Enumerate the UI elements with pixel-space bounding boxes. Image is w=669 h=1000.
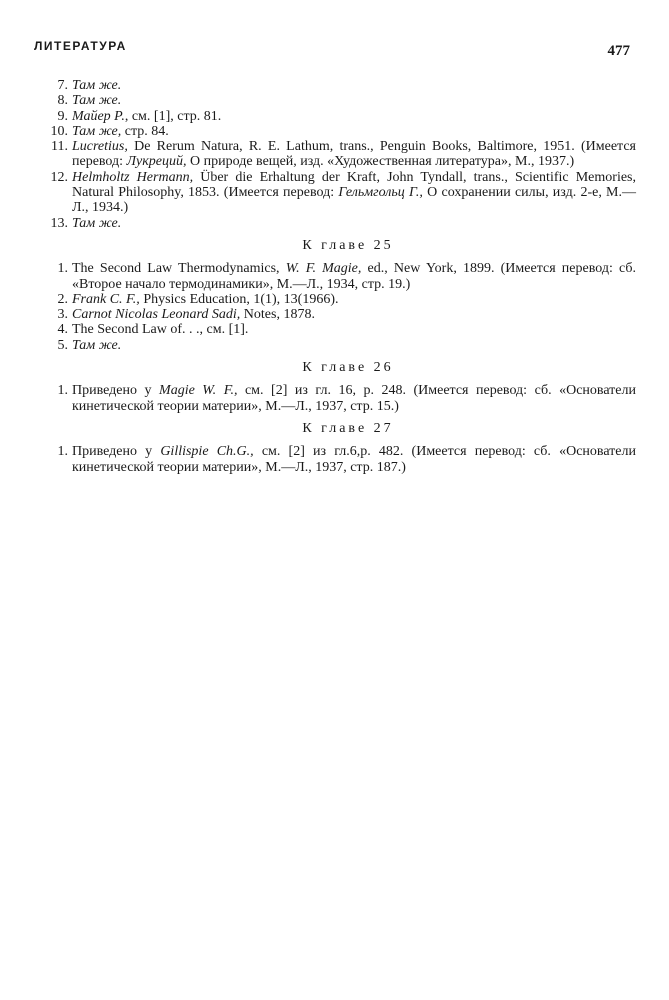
reference-number: 9.: [57, 108, 68, 124]
reference-italic-segment: Там же.: [72, 215, 122, 231]
reference-entry: [30, 93, 636, 108]
reference-text: [72, 124, 636, 139]
reference-group: [30, 78, 636, 231]
reference-italic-segment: Там же.: [72, 337, 122, 353]
reference-segment: см. [2] из гл.6,р. 482. (Имеется перевод: сб. «Основатели кинетической теории материи», М.—Л., 1937, стр. 187.): [72, 444, 636, 475]
reference-italic-segment: Lucretius,: [72, 139, 128, 155]
page-number: 477: [607, 43, 630, 59]
reference-text: [72, 261, 636, 292]
reference-segment: Physics Education, 1(1), 13(1966).: [139, 291, 339, 307]
running-header-title: ЛИТЕРАТУРА: [34, 39, 127, 53]
reference-entry: [30, 444, 636, 475]
reference-entry: [30, 383, 636, 414]
reference-segment: см. [2] из гл. 16, р. 248. (Имеется перевод: сб. «Основатели кинетической теории материи», М.—Л., 1937, стр. 15.): [72, 383, 636, 414]
reference-segment: The Second Law Thermodynamics,: [72, 261, 286, 277]
reference-italic-segment: Helmholtz Hermann,: [72, 169, 194, 185]
reference-number: 1.: [57, 444, 68, 460]
reference-segment: ed., New York, 1899. (Имеется перевод: сб. «Второе начало термодинамики», М.—Л., 1934, стр. 19.): [72, 261, 637, 292]
chapter-heading: К главе 26: [302, 360, 394, 376]
reference-entry: [30, 307, 636, 322]
reference-text: [72, 109, 636, 124]
reference-italic-segment: Gillispie Ch.G.,: [160, 444, 254, 460]
references-list: [30, 78, 636, 475]
reference-italic-segment: Майер Р.: [72, 108, 125, 124]
chapter-heading: К главе 25: [302, 237, 394, 253]
reference-segment: О сохранении силы, изд. 2-е, М.—Л., 1934.): [72, 185, 637, 216]
reference-italic-segment: Carnot Nicolas Leonard Sadi,: [72, 307, 241, 323]
reference-number: 10.: [50, 123, 68, 139]
reference-segment: Приведено у: [72, 444, 161, 460]
reference-entry: [30, 216, 636, 231]
reference-number: 3.: [57, 307, 68, 323]
reference-italic-segment: Frank C. F.,: [72, 291, 140, 307]
reference-italic-segment: Лукреций,: [126, 154, 187, 170]
reference-entry: [30, 139, 636, 170]
chapter-heading: К главе 27: [302, 420, 394, 436]
reference-text: [72, 292, 636, 307]
reference-entry: [30, 170, 636, 216]
reference-entry: [30, 338, 636, 353]
reference-segment: стр. 84.: [121, 123, 169, 139]
reference-entry: [30, 261, 636, 292]
reference-italic-segment: Гельмгольц Г.,: [338, 185, 423, 201]
reference-segment: The Second Law of. . ., см. [1].: [72, 322, 249, 338]
reference-entry: [30, 78, 636, 93]
reference-number: 12.: [50, 169, 68, 185]
reference-text: [72, 338, 636, 353]
reference-text: [72, 444, 636, 475]
reference-number: 2.: [57, 291, 68, 307]
reference-segment: Über die Erhaltung der Kraft, John Tyndall, trans., Scientific Memories, Natural Philosophy, 1853. (Имеется перевод:: [72, 169, 637, 201]
reference-number: 5.: [57, 337, 68, 353]
reference-text: [72, 78, 636, 93]
reference-entry: [30, 322, 636, 337]
reference-italic-segment: Там же.: [72, 93, 122, 109]
reference-text: [72, 307, 636, 322]
reference-number: 1.: [57, 383, 68, 399]
reference-text: [72, 170, 636, 216]
reference-italic-segment: Там же,: [72, 123, 122, 139]
reference-italic-segment: W. F. Magie,: [285, 261, 362, 277]
reference-number: 11.: [51, 139, 68, 155]
reference-text: [72, 93, 636, 108]
reference-group: [30, 261, 636, 353]
reference-group: [30, 444, 636, 475]
reference-segment: Приведено у: [72, 383, 160, 399]
reference-text: [72, 322, 636, 337]
reference-number: 1.: [57, 261, 68, 277]
reference-segment: De Rerum Natura, R. E. Lathum, trans., Penguin Books, Baltimore, 1951. (Имеется перевод:: [72, 139, 636, 170]
reference-number: 13.: [50, 215, 68, 231]
reference-entry: [30, 109, 636, 124]
reference-text: [72, 139, 636, 170]
reference-entry: [30, 292, 636, 307]
reference-segment: Notes, 1878.: [240, 307, 315, 323]
reference-group: [30, 383, 636, 414]
reference-number: 8.: [57, 93, 68, 109]
reference-text: [72, 383, 636, 414]
reference-segment: О природе вещей, изд. «Художественная литература», М., 1937.): [186, 154, 575, 170]
reference-italic-segment: Magie W. F.,: [159, 383, 238, 399]
reference-number: 7.: [57, 78, 68, 93]
reference-italic-segment: Там же.: [72, 78, 122, 93]
reference-text: [72, 216, 636, 231]
reference-number: 4.: [57, 322, 68, 338]
reference-entry: [30, 124, 636, 139]
reference-segment: , см. [1], стр. 81.: [124, 108, 222, 124]
